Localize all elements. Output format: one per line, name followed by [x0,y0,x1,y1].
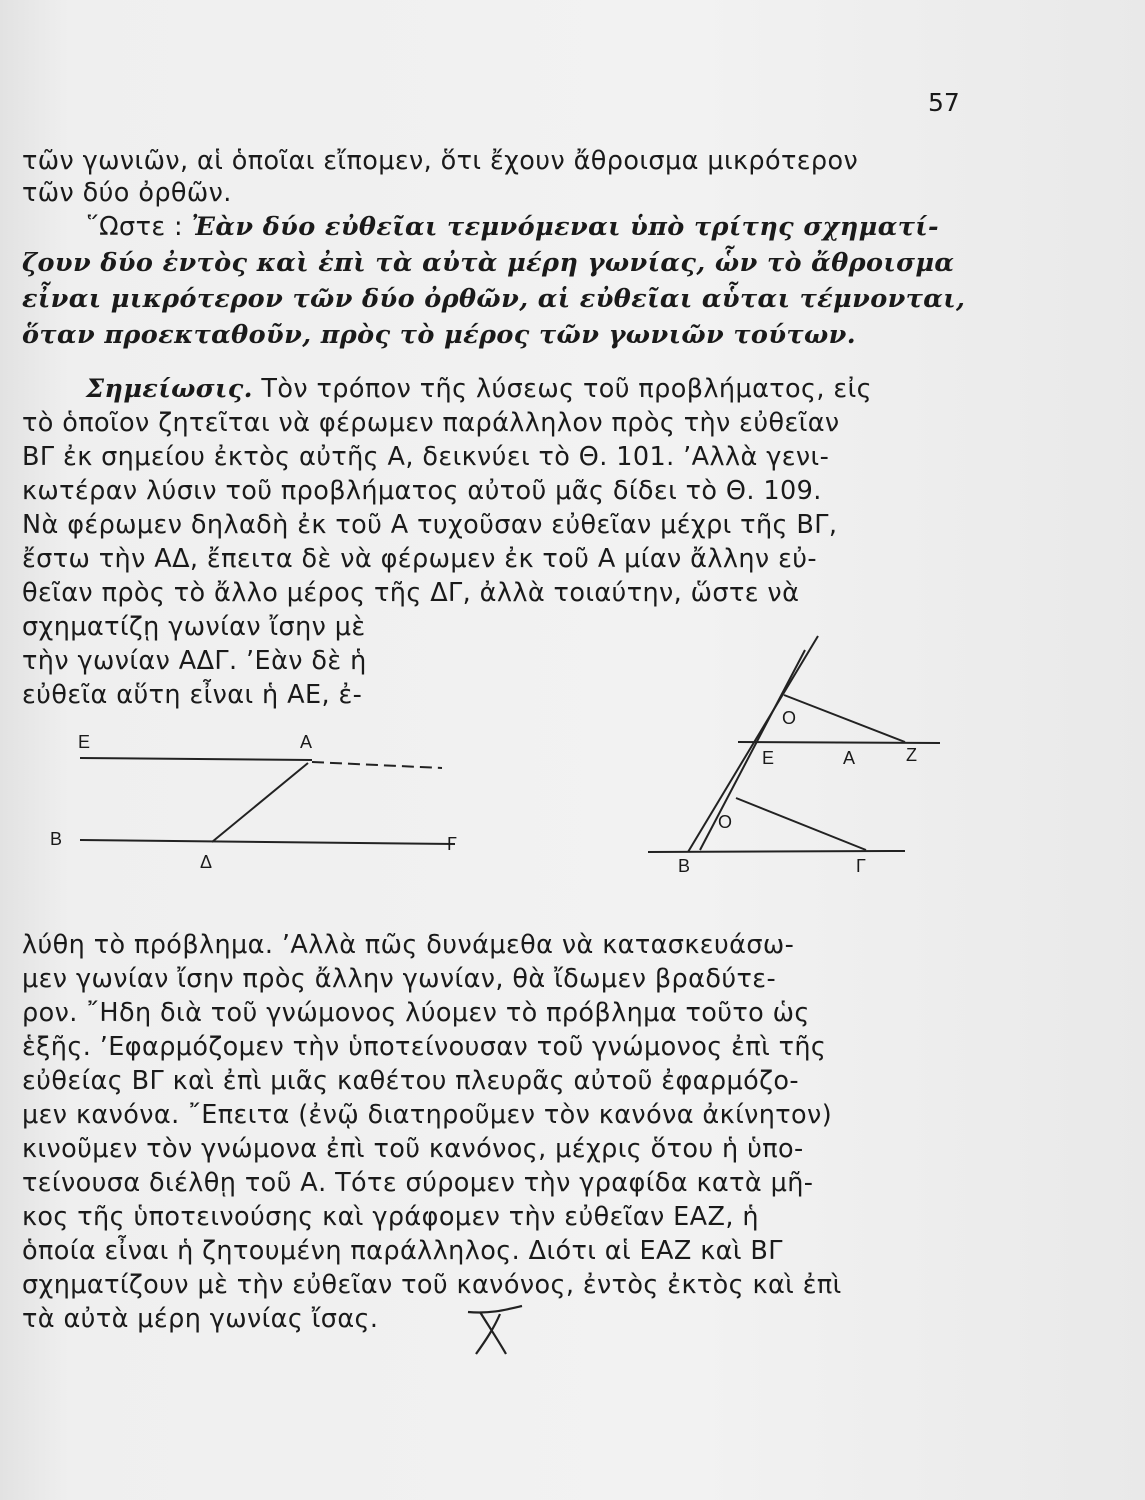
text-line: σχηματίζουν μὲ τὴν εὐθεῖαν τοῦ κανόνος, ἐντὸς ἐκτὸς καὶ ἐπὶ [22,1270,842,1300]
text-line: ἑξῆς. ’Εφαρμόζομεν τὴν ὑποτείνουσαν τοῦ γνώμονος ἐπὶ τῆς [22,1032,827,1062]
note-line: Νὰ φέρωμεν δηλαδὴ ἐκ τοῦ Α τυχοῦσαν εὐθεῖαν μέχρι τῆς ΒΓ, [22,510,838,540]
label-A: Α [843,748,856,768]
page-number: 57 [928,88,960,117]
text-line: εὐθείας ΒΓ καὶ ἐπὶ μιᾶς καθέτου πλευρᾶς αὐτοῦ ἐφαρμόζο- [22,1066,799,1096]
note-line: ἔστω τὴν ΑΔ, ἔπειτα δὲ νὰ φέρωμεν ἐκ τοῦ Α μίαν ἄλλην εὐ- [22,544,818,574]
label-E: Ε [78,732,91,752]
text-line: ρον. ῎Ηδη διὰ τοῦ γνώμονος λύομεν τὸ πρόβλημα τοῦτο ὡς [22,998,810,1028]
label-B: Β [50,829,63,849]
text-line: τῶν δύο ὀρθῶν. [22,178,232,208]
text-line: κινοῦμεν τὸν γνώμονα ἐπὶ τοῦ κανόνος, μέχρις ὅτου ἡ ὑπο- [22,1134,804,1164]
text-line: λύθη τὸ πρόβλημα. ’Αλλὰ πῶς δυνάμεθα νὰ κατασκευάσω- [22,930,795,960]
label-G: Γ [856,856,866,876]
label-O-lower: Ο [718,812,733,832]
note-line: θεῖαν πρὸς τὸ ἄλλο μέρος τῆς ΔΓ, ἀλλὰ τοιαύτην, ὥστε νὰ [22,578,800,608]
label-D: Δ [200,852,213,872]
text-line: κος τῆς ὑποτεινούσης καὶ γράφομεν τὴν εὐθεῖαν ΕΑΖ, ἡ [22,1202,759,1232]
label-G: Γ [447,834,457,854]
note-line: εὐθεῖα αὕτη εἶναι ἡ ΑΕ, ἐ- [22,680,363,710]
note-line: τὴν γωνίαν ΑΔΓ. ’Εὰν δὲ ἡ [22,646,367,676]
text-line: ὁποία εἶναι ἡ ζητουμένη παράλληλος. Διότι αἱ ΕΑΖ καὶ ΒΓ [22,1236,783,1266]
note-line: τὸ ὁποῖον ζητεῖται νὰ φέρωμεν παράλληλον πρὸς τὴν εὐθεῖαν [22,408,840,438]
theorem-text: Ἐὰν δύο εὐθεῖαι τεμνόμεναι ὑπὸ τρίτης σχηματί- [191,212,940,242]
label-E: Ε [762,748,775,768]
note-text: Τὸν τρόπον τῆς λύσεως τοῦ προβλήματος, εἰς [252,374,873,404]
label-Z: Ζ [906,745,917,765]
text-line: τὰ αὐτὰ μέρη γωνίας ἴσας. [22,1304,379,1334]
note-line: ΒΓ ἐκ σημείου ἐκτὸς αὐτῆς Α, δεικνύει τὸ Θ. 101. ’Αλλὰ γενι- [22,442,830,472]
end-x-mark [468,1306,522,1354]
label-O-upper: Ο [782,708,797,728]
theorem-lead: ῞Ωστε : [86,212,192,242]
note-lead: Σημείωσις. [86,374,253,404]
text-line: μεν γωνίαν ἴσην πρὸς ἄλλην γωνίαν, θὰ ἴδωμεν βραδύτε- [22,964,777,994]
note-line: κωτέραν λύσιν τοῦ προβλήματος αὐτοῦ μᾶς δίδει τὸ Θ. 109. [22,476,822,506]
label-B: Β [678,856,691,876]
theorem-line: ζουν δύο ἐντὸς καὶ ἐπὶ τὰ αὐτὰ μέρη γωνίας, ὧν τὸ ἄθροισμα [22,248,955,278]
text-line: τείνουσα διέλθῃ τοῦ Α. Τότε σύρομεν τὴν γραφίδα κατὰ μῆ- [22,1168,814,1198]
theorem-line: εἶναι μικρότερον τῶν δύο ὀρθῶν, αἱ εὐθεῖαι αὗται τέμνονται, [22,284,966,314]
note-line: σχηματίζῃ γωνίαν ἴσην μὲ [22,612,366,642]
label-A: Α [300,732,313,752]
text-line: μεν κανόνα. ῎Επειτα (ἐνῷ διατηροῦμεν τὸν κανόνα ἀκίνητον) [22,1100,833,1130]
theorem-line: ὅταν προεκταθοῦν, πρὸς τὸ μέρος τῶν γωνιῶν τούτων. [22,320,857,350]
text-line: τῶν γωνιῶν, αἱ ὁποῖαι εἴπομεν, ὅτι ἔχουν ἄθροισμα μικρότερον [22,146,859,176]
